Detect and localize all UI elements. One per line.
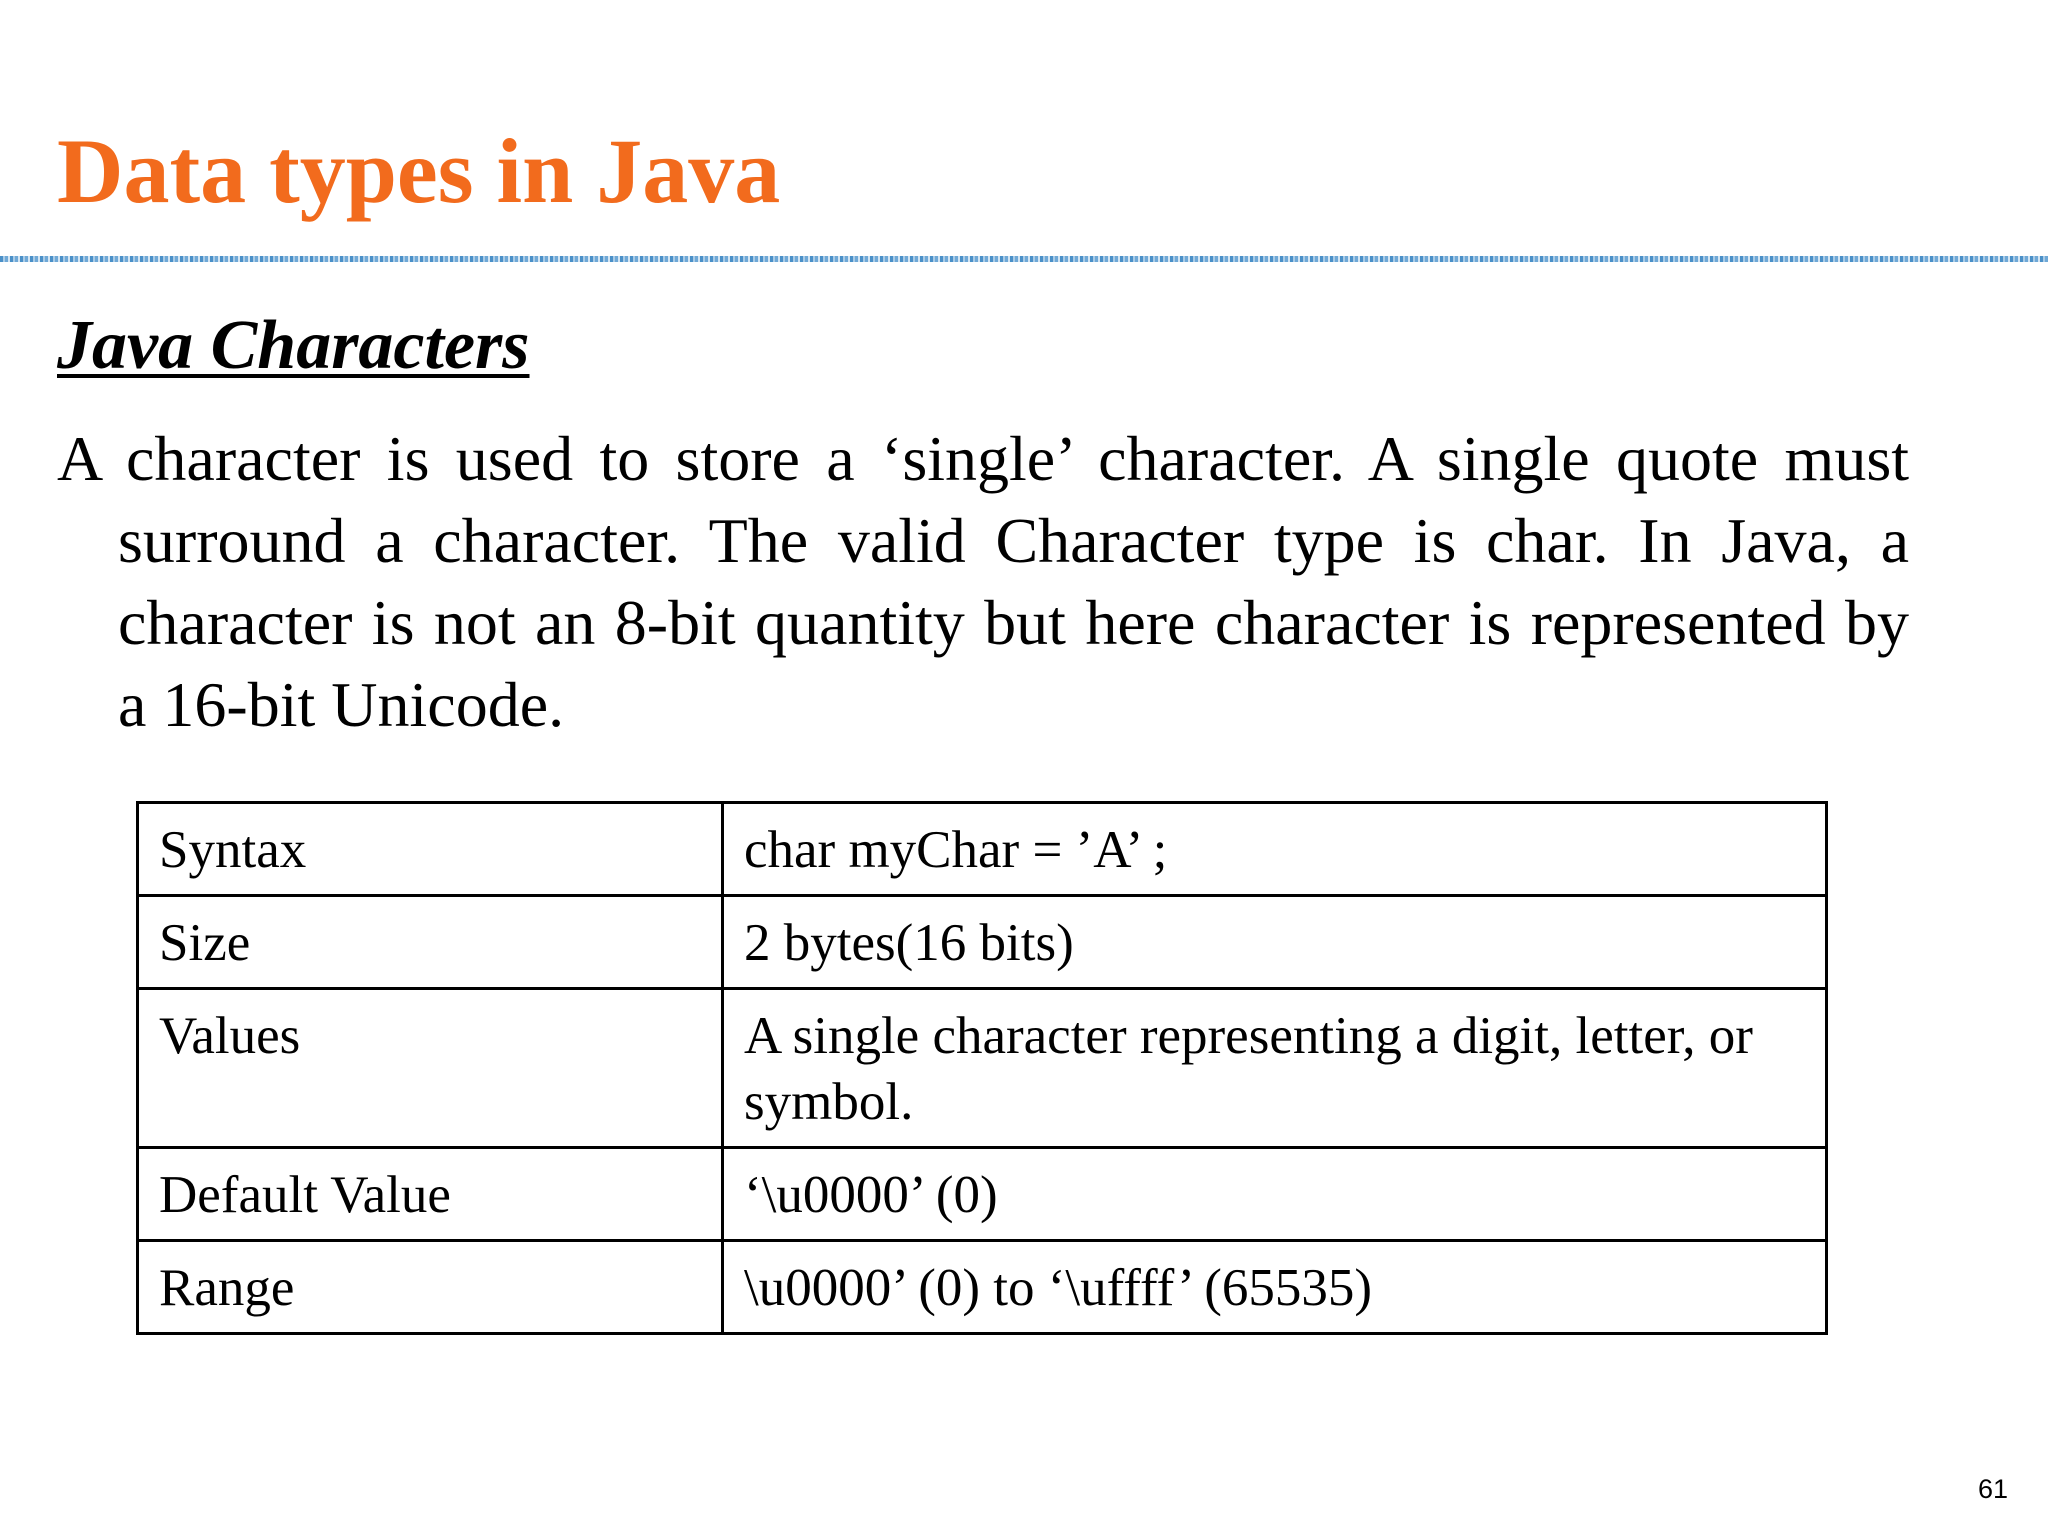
table-row-default-value: [138, 1148, 1827, 1241]
slide-title: Data types in Java: [57, 120, 781, 222]
table-row-values: [138, 989, 1827, 1148]
table-value-cell: char myChar = ’A’ ;: [723, 803, 1827, 896]
table-value-cell: A single character representing a digit, letter, or symbol.: [723, 989, 1827, 1148]
table-value-cell: \u0000’ (0) to ‘\uffff’ (65535): [723, 1241, 1827, 1334]
section-heading: Java Characters: [57, 307, 530, 384]
table-label-cell: Syntax: [138, 803, 723, 896]
body-paragraph: A character is used to store a ‘single’ character. A single quote must surround a character. The valid Character type is char. In Java, a character is not an 8-bit quantity but here character is represented by a 16-bit Unicode.: [57, 423, 1909, 740]
table-label-cell: Size: [138, 896, 723, 989]
table-label-cell: Default Value: [138, 1148, 723, 1241]
table-value-cell: 2 bytes(16 bits): [723, 896, 1827, 989]
table-value-cell: ‘\u0000’ (0): [723, 1148, 1827, 1241]
table-row-range: [138, 1241, 1827, 1334]
title-divider: [0, 256, 2048, 262]
page-number: 61: [1977, 1474, 2008, 1504]
table-label-cell: Values: [138, 989, 723, 1148]
table-row-size: [138, 896, 1827, 989]
table-row-syntax: [138, 803, 1827, 896]
char-info-table: [136, 801, 1828, 1335]
table-label-cell: Range: [138, 1241, 723, 1334]
